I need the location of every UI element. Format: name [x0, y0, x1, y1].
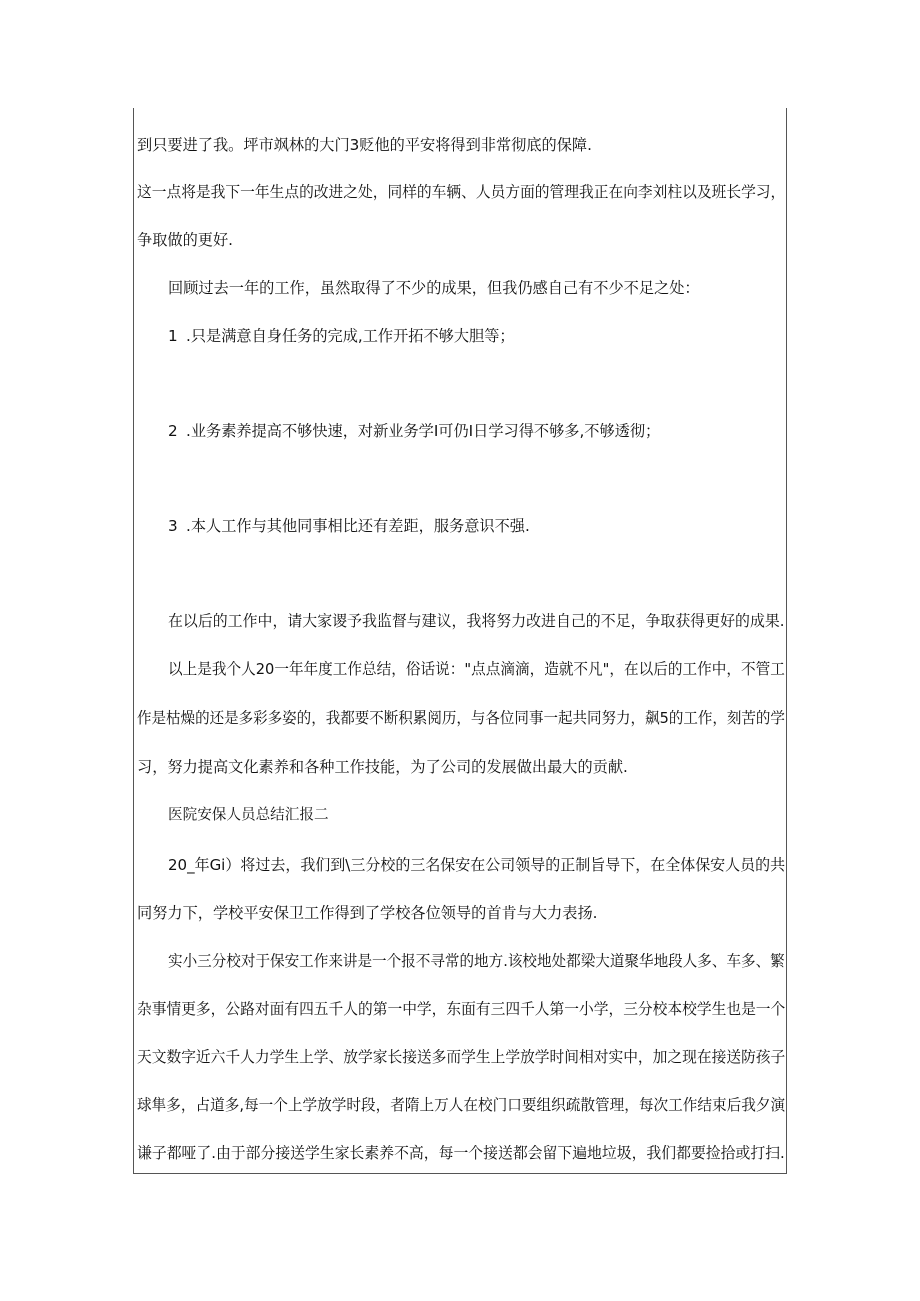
paragraph-line: 实小三分校对于保安工作来讲是一个报不寻常的地方.该校地处都梁大道聚华地段人多、车多、繁: [168, 952, 785, 970]
paragraph-line: 谦子都哑了.由于部分接送学生家长素养不高，每一个接送都会留下遍地垃圾，我们都要捡拾或打扫.: [137, 1144, 785, 1162]
paragraph-line: 20_年Gi）将过去，我们到\三分校的三名保安在公司领导的正制旨导下，在全体保安人员的共: [168, 856, 786, 874]
paragraph-line: 这一点将是我下一年生点的改进之处，同样的车辆、人员方面的管理我正在向李刘柱以及班长学习，: [137, 183, 786, 201]
paragraph-line: 杂事情更多，公路对面有四五千人的第一中学，东面有三四千人第一小学，三分校本校学生也是一个: [137, 1000, 786, 1018]
list-item-number: 3: [168, 517, 178, 535]
list-item-text: .只是满意自身任务的完成,工作开拓不够大胆等；: [186, 327, 515, 345]
section-heading: 医院安保人员总结汇报二: [168, 806, 329, 823]
paragraph-line: 在以后的工作中，请大家谡予我监督与建议，我将努力改进自己的不足，争取获得更好的成果.: [168, 612, 785, 630]
paragraph-line: 到只要进了我。坪市飒林的大门3贬他的平安将得到非常彻底的保障.: [137, 136, 592, 154]
paragraph-line: 作是枯燥的还是多彩多姿的，我都要不断积累阅历，与各位同事一起共同努力，飙5的工作，刻苦的学: [137, 709, 785, 727]
list-item-text: .本人工作与其他同事相比还有差距，服务意识不强.: [186, 517, 530, 535]
paragraph-line: 习，努力提高文化素养和各种工作技能，为了公司的发展做出最大的贡献.: [137, 758, 628, 776]
list-item-number: 1: [168, 327, 178, 345]
paragraph-line: 争取做的更好.: [137, 231, 233, 249]
paragraph-line: 同努力下，学校平安保卫工作得到了学校各位领导的首肯与大力表扬.: [137, 904, 598, 922]
paragraph-line: 天文数字近六千人力学生上学、放学家长接送多而学生上学放学时间相对实中，加之现在接送防孩子: [137, 1048, 786, 1066]
paragraph-line: 球隼多，占道多,每一个上学放学时段，者隋上万人在校门口要组织疏散管理，每次工作结束后我夕演: [137, 1096, 786, 1114]
list-item-number: 2: [168, 422, 178, 440]
paragraph-line: 回顾过去一年的工作，虽然取得了不少的成果，但我仍感自己有不少不足之处：: [168, 279, 700, 297]
list-item-text: .业务素养提高不够快速，对新业务学I可仍I日学习得不够多,不够透彻；: [186, 422, 661, 440]
paragraph-line: 以上是我个人20一年年度工作总结，俗话说："点点滴滴，造就不凡"，在以后的工作中，不管工: [168, 660, 785, 678]
